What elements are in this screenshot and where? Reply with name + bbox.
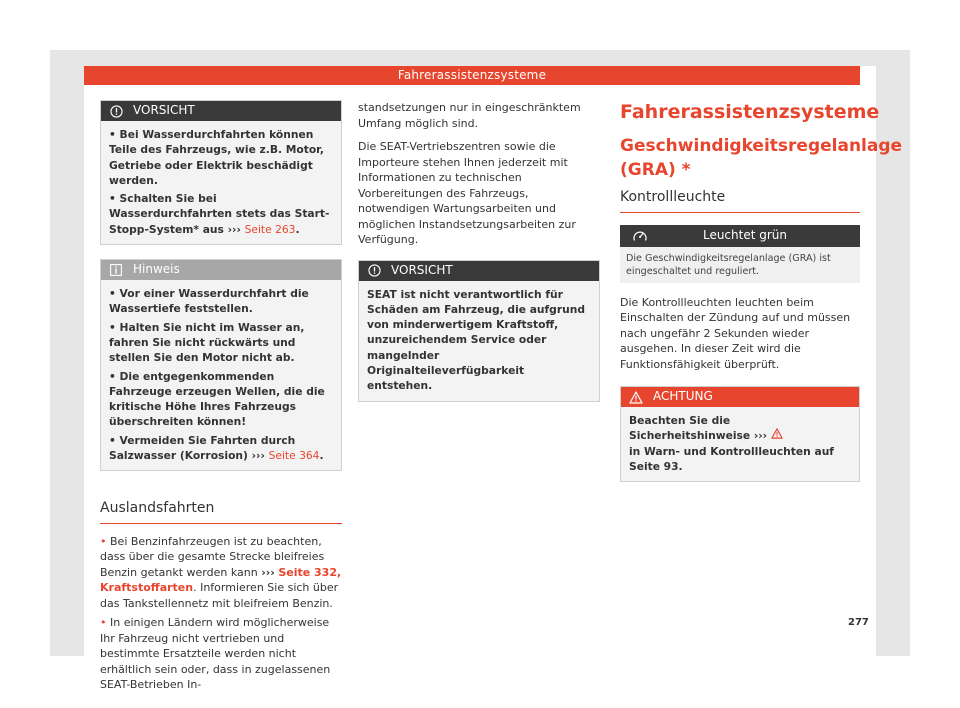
paragraph-countries-text: In einigen Ländern wird möglicherweise Ihr Fahrzeug nicht vertrieben und bestimmte Ersatzteile werden nicht erhältlich sein oder, dass in zugelassenen SEAT-Betrieben In-: [100, 616, 331, 692]
paragraph-unleaded-text: Bei Benzinfahrzeugen ist zu beachten, dass über die gesamte Strecke bleifreies Benzin getankt werden kann: [100, 534, 325, 579]
warning-text-2: in Warn- und Kontrollleuchten auf Seite 93.: [629, 444, 834, 473]
caution-bullet-2-end: .: [295, 222, 300, 236]
page-link-364[interactable]: Seite 364: [268, 449, 320, 463]
caution-body: [101, 121, 341, 244]
chapter-header: Fahrerassistenzsysteme: [84, 66, 860, 85]
bullet-mark: •: [100, 534, 107, 548]
warning-text-1: Beachten Sie die Sicherheitshinweise: [629, 414, 751, 443]
caution-header: [101, 101, 341, 121]
speedometer-icon: [620, 229, 660, 243]
info-circle-icon: [109, 104, 123, 118]
subsection-title-kontrollleuchte: Kontrollleuchte: [620, 190, 860, 213]
caution-bullet-2: [109, 191, 333, 237]
section-title-auslandsfahrten: Auslandsfahrten: [100, 501, 342, 524]
warning-header: [621, 387, 859, 407]
ref-arrow: ›››: [261, 565, 275, 579]
note-box: [100, 259, 342, 471]
note-title: Hinweis: [133, 262, 180, 277]
note-header: [101, 260, 341, 280]
info-square-icon: [109, 263, 123, 277]
paragraph-unleaded: [100, 534, 342, 612]
section-title-gra: Geschwindigkeitsregelanlage (GRA) *: [620, 136, 903, 180]
column-right: [620, 100, 903, 492]
warning-body: [621, 407, 859, 481]
indicator-lamp-label: Leuchtet grün: [702, 227, 788, 242]
column-left: [100, 100, 342, 697]
column-middle: [358, 100, 600, 412]
caution-title: VORSICHT: [391, 262, 453, 277]
note-bullet-4: [109, 433, 333, 464]
note-bullet-3: • Die entgegenkommenden Fahrzeuge erzeugen Wellen, die die kritische Höhe Ihres Fahrzeugs überschreiten können!: [109, 369, 325, 429]
paragraph-lamp-check: Die Kontrollleuchten leuchten beim Einschalten der Zündung auf und müssen nach ungefähr 2 Sekunden wieder ausgehen. In dieser Zeit wird die Funktionsfähigkeit überprüft.: [620, 295, 851, 371]
warning-box: [620, 386, 860, 482]
warning-triangle-icon[interactable]: [771, 429, 783, 442]
page-link-263[interactable]: Seite 263: [244, 222, 296, 236]
bullet-mark: •: [100, 616, 107, 630]
warning-triangle-icon: [629, 390, 643, 404]
indicator-lamp-description: Die Geschwindigkeitsregelanlage (GRA) ist eingeschaltet und reguliert.: [620, 247, 860, 283]
caution-box: [100, 100, 342, 245]
note-bullet-4-text: • Vermeiden Sie Fahrten durch Salzwasser (Korrosion): [109, 433, 296, 463]
ref-arrow: ›››: [251, 449, 265, 463]
ref-arrow: ›››: [227, 222, 241, 236]
chapter-title: Fahrerassistenzsysteme: [620, 101, 880, 123]
note-bullet-4-end: .: [319, 449, 324, 463]
indicator-lamp-header: [620, 225, 860, 247]
caution-title: VORSICHT: [133, 103, 195, 118]
info-circle-icon: [367, 264, 381, 278]
note-bullet-1: • Vor einer Wasserdurchfahrt die Wassertiefe feststellen.: [109, 287, 309, 316]
paragraph-unleaded-end: . Informieren Sie sich über das Tankstellennetz mit bleifreiem Benzin.: [100, 581, 339, 610]
caution-body: SEAT ist nicht verantwortlich für Schäden am Fahrzeug, die aufgrund von minderwertigem Kraftstoff, unzureichendem Service oder mangelnder Originalteileverfügbarkeit entstehen.: [367, 287, 585, 393]
caution-header: [359, 261, 599, 281]
caution-box-fuel: [358, 260, 600, 402]
page-link-332[interactable]: Seite 332, Kraftstoffarten: [100, 565, 342, 595]
paragraph-countries: [100, 615, 342, 693]
note-body: [101, 280, 341, 470]
ref-arrow: ›››: [753, 429, 768, 443]
paragraph-repairs: standsetzungen nur in eingeschränktem Umfang möglich sind.: [358, 101, 581, 130]
warning-title: ACHTUNG: [653, 389, 713, 404]
note-bullet-2: • Halten Sie nicht im Wasser an, fahren Sie nicht rückwärts und stellen Sie den Motor nicht ab.: [109, 320, 305, 365]
caution-bullet-2-text: • Schalten Sie bei Wasserdurchfahrten stets das Start-Stopp-System* aus: [109, 192, 330, 236]
page-number: 277: [848, 617, 869, 628]
paragraph-dealers: Die SEAT-Vertriebszentren sowie die Importeure stehen Ihnen jederzeit mit Informationen zu technischen Vorbereitungen des Fahrzeugs, notwendigen Wartungsarbeiten und möglichen Instandsetzungsarbeiten zur Verfügung.: [358, 140, 576, 246]
caution-bullet-1: • Bei Wasserdurchfahrten können Teile des Fahrzeugs, wie z.B. Motor, Getriebe oder Elektrik beschädigt werden.: [109, 128, 324, 187]
